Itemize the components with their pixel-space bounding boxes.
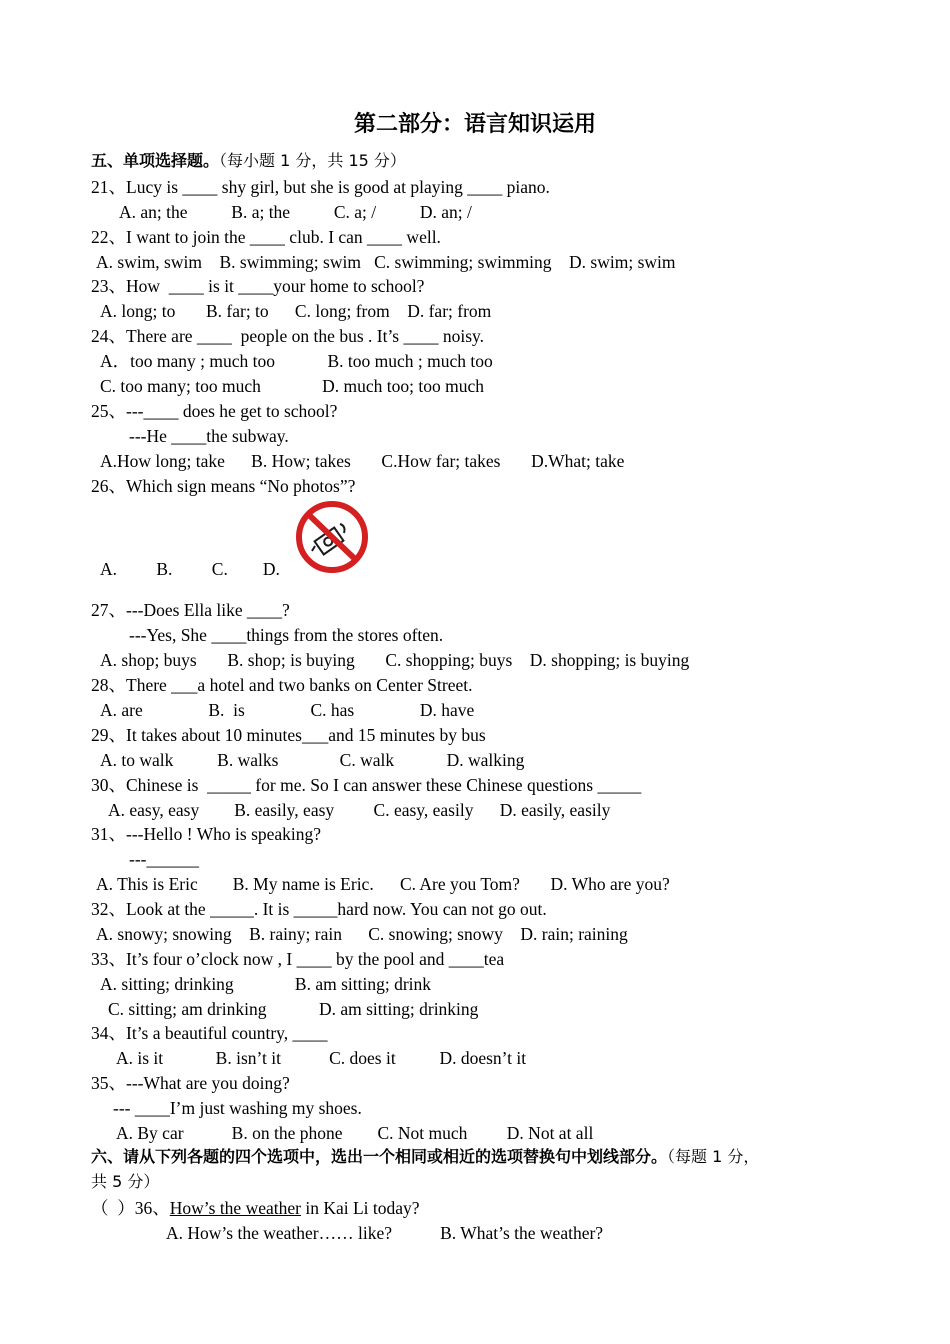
options-35: A. By car B. on the phone C. Not much D. Not at all	[116, 1123, 594, 1143]
options-25: A.How long; take B. How; takes C.How far; takes D.What; take	[100, 451, 625, 471]
section5-heading: 五、单项选择题。	[91, 151, 220, 170]
options-30: A. easy, easy B. easily, easy C. easy, easily D. easily, easily	[108, 800, 611, 820]
page-title: 第二部分：语言知识运用	[353, 112, 596, 137]
options-33-ab: A. sitting; drinking B. am sitting; drink	[100, 974, 432, 994]
options-29: A. to walk B. walks C. walk D. walking	[100, 750, 525, 770]
question-21: 21、Lucy is ____ shy girl, but she is good at playing ____ piano.	[91, 177, 550, 197]
options-24-cd: C. too many; too much D. much too; too much	[100, 376, 485, 396]
options-24-ab: A．too many ; much too B. too much ; much too	[100, 351, 493, 371]
section6-heading: 六、请从下列各题的四个选项中，选出一个相同或相近的选项替换句中划线部分。	[91, 1147, 668, 1166]
section6-heading-line	[91, 1146, 759, 1168]
question-35-line2: --- ____I’m just washing my shoes.	[113, 1098, 362, 1118]
options-28: A. are B. is C. has D. have	[100, 700, 475, 720]
section6-note: （每题 1 分，	[667, 1147, 760, 1166]
question-27: 27、---Does Ella like ____?	[91, 600, 290, 620]
question-36-rest: in Kai Li today?	[300, 1198, 420, 1218]
options-31: A. This is Eric B. My name is Eric. C. Are you Tom? D. Who are you?	[96, 874, 670, 894]
question-27-line2: ---Yes, She ____things from the stores often.	[129, 625, 444, 645]
question-30: 30、Chinese is _____ for me. So I can answer these Chinese questions _____	[91, 775, 642, 795]
question-35: 35、---What are you doing?	[91, 1073, 290, 1093]
section6-note-cont: 共 5 分）	[91, 1172, 160, 1191]
question-24: 24、There are ____ people on the bus . It’s ____ noisy.	[91, 326, 485, 346]
options-27: A. shop; buys B. shop; is buying C. shopping; buys D. shopping; is buying	[100, 650, 690, 670]
no-photo-sign-icon	[295, 500, 369, 574]
question-33: 33、It’s four o’clock now , I ____ by the pool and ____tea	[91, 949, 505, 969]
question-23: 23、How ____ is it ____your home to school?	[91, 276, 425, 296]
options-32: A. snowy; snowing B. rainy; rain C. snowing; snowy D. rain; raining	[96, 924, 628, 944]
options-22: A. swim, swim B. swimming; swim C. swimming; swimming D. swim; swim	[96, 252, 676, 272]
section5-note: （每小题 1 分，共 15 分）	[219, 151, 406, 170]
question-36	[91, 1197, 420, 1219]
question-25: 25、---____ does he get to school?	[91, 401, 338, 421]
underlined-phrase: How’s the weather	[169, 1198, 301, 1218]
question-26: 26、Which sign means “No photos”?	[91, 476, 356, 496]
question-25-line2: ---He ____the subway.	[129, 426, 289, 446]
options-36: A. How’s the weather…… like? B. What’s the weather?	[166, 1223, 604, 1243]
options-21: A. an; the B. a; the C. a; / D. an; /	[119, 202, 472, 222]
question-31: 31、---Hello ! Who is speaking?	[91, 824, 322, 844]
options-26: A. B. C. D.	[100, 559, 280, 579]
options-34: A. is it B. isn’t it C. does it D. doesn’t it	[116, 1048, 527, 1068]
answer-bracket[interactable]: （ ）36、	[91, 1198, 170, 1218]
question-22: 22、I want to join the ____ club. I can ____ well.	[91, 227, 441, 247]
section5-heading-line	[91, 150, 406, 172]
options-33-cd: C. sitting; am drinking D. am sitting; drinking	[108, 999, 479, 1019]
question-32: 32、Look at the _____. It is _____hard now. You can not go out.	[91, 899, 547, 919]
question-28: 28、There ___a hotel and two banks on Center Street.	[91, 675, 473, 695]
question-34: 34、It’s a beautiful country, ____	[91, 1023, 328, 1043]
question-29: 29、It takes about 10 minutes___and 15 minutes by bus	[91, 725, 486, 745]
options-23: A. long; to B. far; to C. long; from D. far; from	[100, 301, 492, 321]
question-31-line2: ---______	[129, 849, 199, 869]
